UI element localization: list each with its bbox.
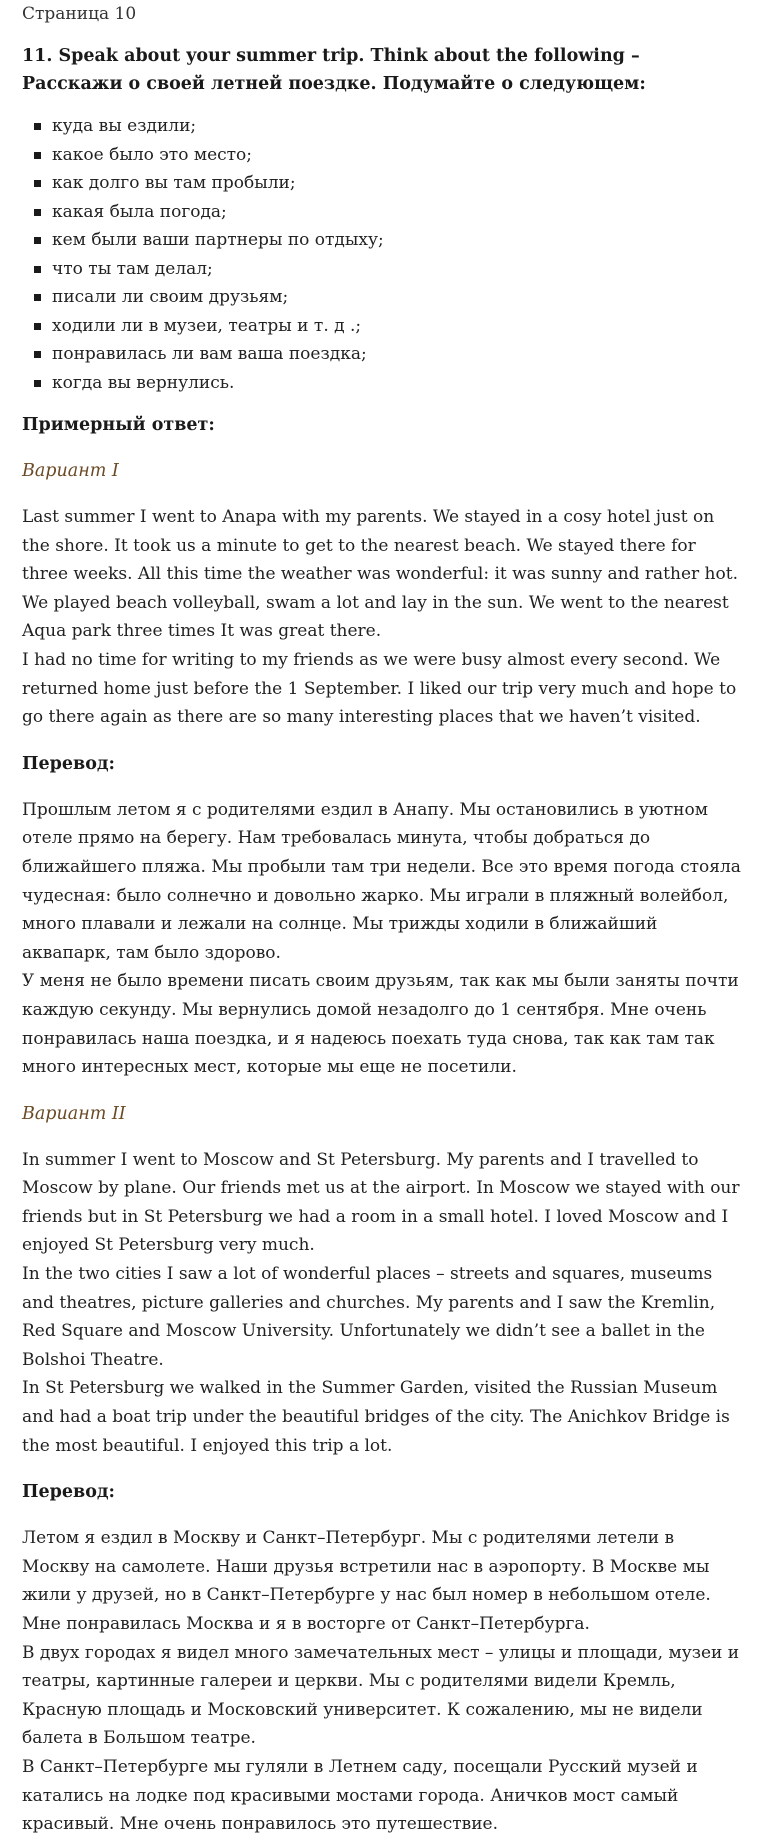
variant-1-label: Вариант I — [22, 461, 119, 481]
list-item — [32, 198, 741, 227]
square-bullet-icon — [34, 180, 41, 187]
list-item — [32, 255, 741, 284]
list-item-text: как долго вы там пробыли; — [52, 173, 296, 193]
square-bullet-icon — [34, 294, 41, 301]
list-item — [32, 312, 741, 341]
list-item-text: писали ли своим друзьям; — [52, 287, 289, 307]
list-item-text: понравилась ли вам ваша поездка; — [52, 344, 367, 364]
paragraph: Прошлым летом я с родителями ездил в Анапу. Мы остановились в уютном отеле прямо на берегу. Нам требовалась минута, чтобы добраться до ближайшего пляжа. Мы пробыли там три недели. Все это время погода стояла чудесная: было солнечно и довольно жарко. Мы играли в пляжный волейбол, много плавали и лежали на солнце. Мы трижды ходили в ближайший аквапарк, там было здорово. — [22, 799, 741, 963]
list-item — [32, 169, 741, 198]
square-bullet-icon — [34, 152, 41, 159]
list-item — [32, 369, 741, 398]
paragraph: Last summer I went to Anapa with my parents. We stayed in a cosy hotel just on the shore. It took us a minute to get to the nearest beach. We stayed there for three weeks. All this time the weather was wonderful: it was sunny and rather hot. We played beach volleyball, swam a lot and lay in the sun. We went to the nearest Aqua park three times It was great there. — [22, 507, 738, 642]
square-bullet-icon — [34, 123, 41, 130]
list-item-text: кем были ваши партнеры по отдыху; — [52, 230, 384, 250]
paragraph: In the two cities I saw a lot of wonderful places – streets and squares, museums and theatres, picture galleries and churches. My parents and I saw the Kremlin, Red Square and Moscow University. Unfortunately we didn’t see a ballet in the Bolshoi Theatre. — [22, 1264, 716, 1370]
paragraph: I had no time for writing to my friends as we were busy almost every second. We returned home just before the 1 September. I liked our trip very much and hope to go there again as there are so many interesting places that we haven’t visited. — [22, 649, 737, 728]
page-number-label: Страница 10 — [22, 4, 137, 24]
square-bullet-icon — [34, 209, 41, 216]
paragraph: Летом я ездил в Москву и Санкт–Петербург. Мы с родителями летели в Москву на самолете. Наши друзья встретили нас в аэропорту. В Москве мы жили у друзей, но в Санкт–Петербурге у нас был номер в небольшом отеле. Мне понравилась Москва и я в восторге от Санкт–Петербурга. — [22, 1528, 711, 1634]
paragraph: In summer I went to Moscow and St Petersburg. My parents and I travelled to Moscow by plane. Our friends met us at the airport. In Moscow we stayed with our friends but in St Petersburg we had a room in a small hotel. I loved Moscow and I enjoyed St Petersburg very much. — [22, 1149, 740, 1256]
sample-answer-heading: Примерный ответ: — [22, 415, 215, 435]
list-item-text: что ты там делал; — [52, 258, 213, 279]
list-item — [32, 340, 741, 369]
list-item — [32, 226, 741, 255]
variant-2-english-text — [22, 1146, 741, 1461]
list-item-text: когда вы вернулись. — [52, 372, 235, 393]
question-list — [22, 112, 741, 397]
square-bullet-icon — [34, 323, 41, 330]
variant-2-translation-heading: Перевод: — [22, 1482, 115, 1503]
list-item — [32, 112, 741, 141]
variant-2-label: Вариант II — [22, 1103, 126, 1124]
list-item-text: какая была погода; — [52, 201, 227, 222]
variant-1-translation-heading: Перевод: — [22, 753, 115, 774]
variant-1-translation-text — [22, 796, 741, 1082]
list-item-text: ходили ли в музеи, театры и т. д .; — [52, 315, 362, 336]
list-item — [32, 283, 741, 312]
list-item-text: какое было это место; — [52, 144, 253, 165]
variant-1-english-text — [22, 503, 741, 732]
task-title: 11. Speak about your summer trip. Think about the following – Расскажи о своей летней поездке. Подумайте о следующем: — [22, 46, 646, 94]
list-item-text: куда вы ездили; — [52, 116, 197, 136]
square-bullet-icon — [34, 380, 41, 387]
paragraph: У меня не было времени писать своим друзьям, так как мы были заняты почти каждую секунду. Мы вернулись домой незадолго до 1 сентября. Мне очень понравилась наша поездка, и я надеюсь поехать туда снова, так как там так много интересных мест, которые мы еще не посетили. — [22, 971, 739, 1078]
list-item — [32, 141, 741, 170]
square-bullet-icon — [34, 266, 41, 273]
paragraph: In St Petersburg we walked in the Summer Garden, visited the Russian Museum and had a boat trip under the beautiful bridges of the city. The Anichkov Bridge is the most beautiful. I enjoyed this trip a lot. — [22, 1378, 730, 1456]
square-bullet-icon — [34, 351, 41, 358]
square-bullet-icon — [34, 237, 41, 244]
paragraph: В двух городах я видел много замечательных мест – улицы и площади, музеи и театры, картинные галереи и церкви. Мы с родителями видели Кремль, Красную площадь и Московский университет. К сожалению, мы не видели балета в Большом театре. — [22, 1642, 740, 1749]
variant-2-translation-text — [22, 1524, 741, 1839]
paragraph: В Санкт–Петербурге мы гуляли в Летнем саду, посещали Русский музей и катались на лодке под красивыми мостами города. Аничков мост самый красивый. Мне очень понравилось это путешествие. — [22, 1756, 698, 1835]
